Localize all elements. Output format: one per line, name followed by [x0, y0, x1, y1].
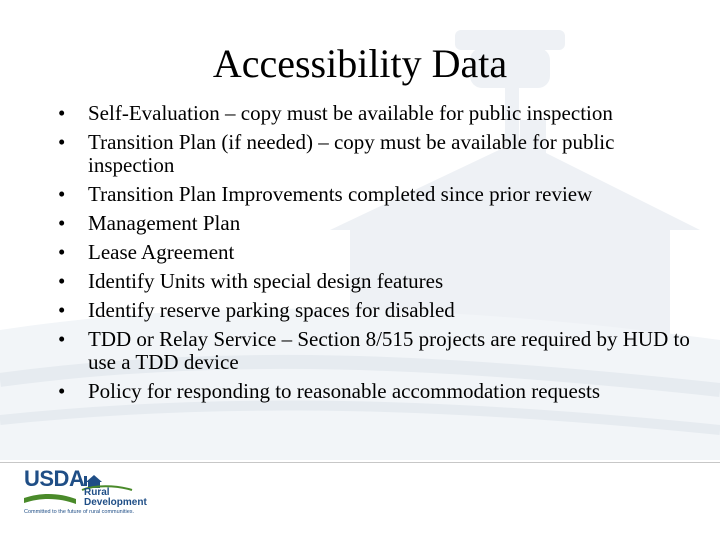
- bullet-icon: •: [58, 211, 66, 235]
- bullet-text: Identify Units with special design features: [88, 269, 444, 293]
- bullet-text: Transition Plan Improvements completed since prior review: [88, 182, 593, 206]
- bullet-icon: •: [58, 269, 66, 293]
- bullet-text: Lease Agreement: [88, 240, 235, 264]
- list-item: [58, 270, 698, 293]
- bullet-icon: •: [58, 327, 66, 351]
- bullet-icon: •: [58, 130, 66, 154]
- list-item: [58, 102, 698, 125]
- bullet-icon: •: [58, 298, 66, 322]
- bullet-list: [58, 102, 698, 409]
- agency-name-line2: Development: [84, 497, 147, 508]
- list-item: [58, 212, 698, 235]
- list-item: [58, 328, 698, 374]
- logo-tagline: Committed to the future of rural communities.: [24, 509, 135, 515]
- list-item: [58, 380, 698, 403]
- bullet-text: Self-Evaluation – copy must be available for public inspection: [88, 101, 613, 125]
- agency-name-line1: Rural: [84, 487, 110, 498]
- bullet-text: Management Plan: [88, 211, 241, 235]
- bullet-text: Policy for responding to reasonable accommodation requests: [88, 379, 601, 403]
- bullet-icon: •: [58, 379, 66, 403]
- bullet-text: Transition Plan (if needed) – copy must be available for public inspection: [88, 130, 615, 177]
- bullet-text: TDD or Relay Service – Section 8/515 projects are required by HUD to use a TDD device: [88, 327, 690, 374]
- bullet-icon: •: [58, 240, 66, 264]
- bullet-text: Identify reserve parking spaces for disabled: [88, 298, 455, 322]
- bullet-icon: •: [58, 182, 66, 206]
- logo-text: USDA: [24, 466, 85, 491]
- footer-divider: [0, 462, 720, 463]
- list-item: [58, 183, 698, 206]
- list-item: [58, 299, 698, 322]
- bullet-icon: •: [58, 101, 66, 125]
- list-item: [58, 131, 698, 177]
- list-item: [58, 241, 698, 264]
- slide-title: Accessibility Data: [212, 41, 508, 86]
